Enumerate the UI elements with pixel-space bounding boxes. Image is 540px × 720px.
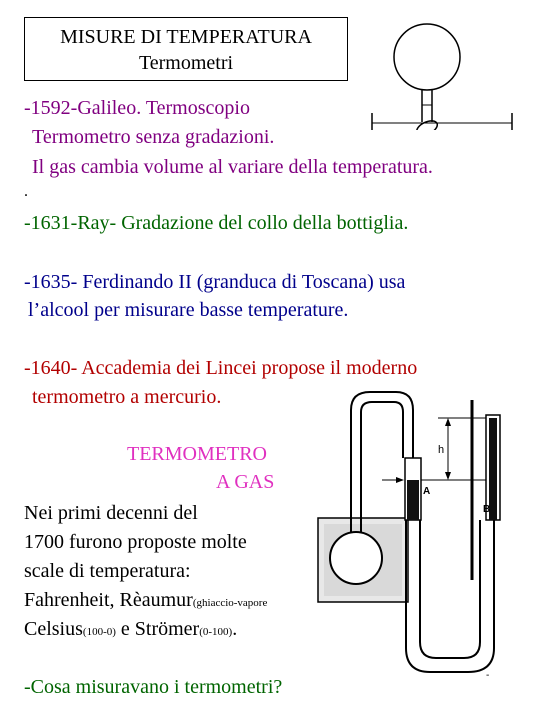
galileo-line-1: -1592-Galileo. Termoscopio bbox=[24, 97, 250, 119]
gas-thermometer-heading-2: A GAS bbox=[216, 471, 275, 493]
ferdinando-line-1: -1635- Ferdinando II (granduca di Toscana) usa bbox=[24, 271, 406, 293]
h-arrow-head-top bbox=[445, 418, 451, 426]
label-dash: - bbox=[486, 670, 490, 680]
scales-line-4 bbox=[24, 588, 267, 615]
ferdinando-line-2: l’alcool per misurare basse temperature. bbox=[28, 299, 349, 321]
label-b: B bbox=[483, 504, 491, 515]
page-title: MISURE DI TEMPERATURA bbox=[60, 26, 312, 48]
celsius-note: (100-0) bbox=[82, 626, 116, 638]
label-h: h bbox=[438, 444, 445, 456]
left-mercury bbox=[407, 480, 419, 520]
thermoscope-diagram bbox=[366, 15, 516, 130]
gas-thermometer-heading-1: TERMOMETRO bbox=[127, 443, 267, 465]
lincei-line-1: -1640- Accademia dei Lincei propose il moderno bbox=[24, 357, 418, 379]
scales-period: . bbox=[232, 618, 238, 640]
capillary-tube-inner bbox=[361, 402, 403, 533]
label-a: A bbox=[423, 486, 431, 497]
question-text: -Cosa misuravano i termometri? bbox=[24, 676, 283, 698]
scales-line-2: 1700 furono proposte molte bbox=[24, 531, 247, 553]
scales-line-5 bbox=[24, 617, 237, 644]
thermoscope-basin bbox=[372, 113, 512, 130]
gas-bulb bbox=[330, 532, 382, 584]
lincei-line-2: termometro a mercurio. bbox=[32, 386, 222, 408]
reaumur-note: (ghiaccio-vapore bbox=[192, 597, 268, 609]
h-arrow-head-bottom bbox=[445, 472, 451, 480]
scales-line-1: Nei primi decenni del bbox=[24, 502, 198, 524]
celsius-text: Celsius bbox=[24, 618, 83, 640]
galileo-line-3: Il gas cambia volume al variare della temperatura. bbox=[32, 156, 433, 178]
gas-thermometer-diagram bbox=[308, 380, 508, 680]
title-box bbox=[24, 17, 348, 81]
stromer-text: e Strömer bbox=[115, 618, 200, 640]
galileo-dot: . bbox=[24, 183, 28, 200]
ray-line-1: -1631-Ray- Gradazione del collo della bottiglia. bbox=[24, 212, 409, 234]
fahrenheit-reaumur-text: Fahrenheit, Rèaumur bbox=[24, 589, 193, 611]
a-pointer-head bbox=[396, 477, 404, 483]
thermoscope-tip bbox=[414, 118, 439, 130]
scales-line-3: scale di temperatura: bbox=[24, 560, 191, 582]
galileo-line-2: Termometro senza gradazioni. bbox=[32, 126, 275, 148]
page-subtitle: Termometri bbox=[138, 52, 234, 74]
thermoscope-bulb bbox=[394, 24, 460, 90]
stromer-note: (0-100) bbox=[199, 626, 233, 638]
